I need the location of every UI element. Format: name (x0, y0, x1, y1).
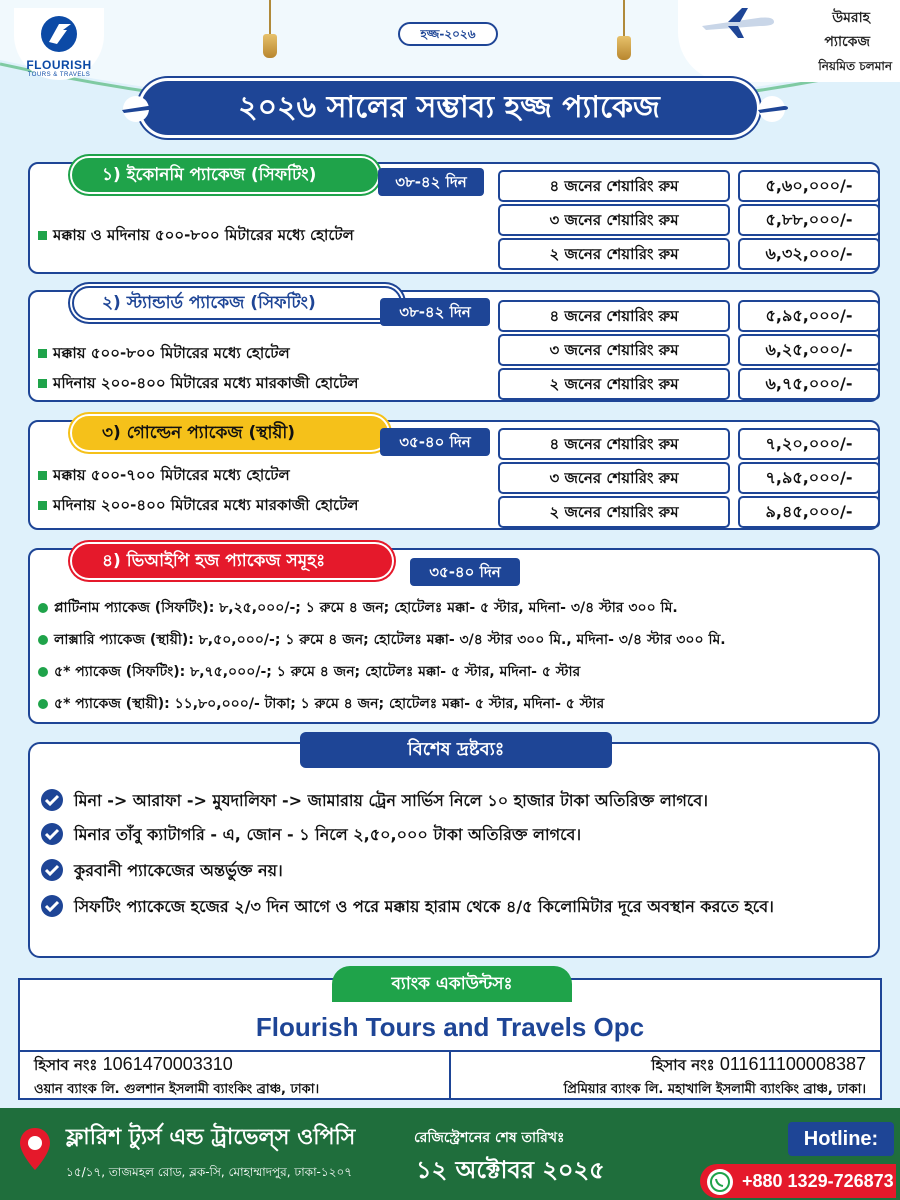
package-title: ১) ইকোনমি প্যাকেজ (সিফটিং) (72, 158, 378, 192)
package-duration: ৩৮-৪২ দিন (378, 168, 484, 196)
room-price: ৬,২৫,০০০/- (738, 334, 880, 366)
vip-package-line: ৫* প্যাকেজ (স্থায়ী): ১১,৮০,০০০/- টাকা; ১ রুমে ৪ জন; হোটেলঃ মক্কা- ৫ স্টার, মদিনা- ৫ স্টার (38, 692, 604, 716)
company-address: ১৫/১৭, তাজমহল রোড, ব্লক-সি, মোহাম্মাদপুর, ঢাকা-১২০৭ (66, 1165, 353, 1179)
page-title: ২০২৬ সালের সম্ভাব্য হজ্জ প্যাকেজ (138, 78, 760, 138)
package-feature: মক্কায় ও মদিনায় ৫০০-৮০০ মিটারের মধ্যে হোটেল (38, 224, 354, 249)
bank-title: ব্যাংক একাউন্টসঃ (332, 966, 572, 1002)
bank-accounts (18, 974, 882, 1100)
divider (449, 1050, 451, 1100)
room-price-row (498, 170, 880, 202)
package-feature: মক্কায় ৫০০-৮০০ মিটারের মধ্যে হোটেল (38, 342, 290, 367)
notes-title: বিশেষ দ্রষ্টব্যঃ (300, 732, 612, 768)
room-price: ৬,৩২,০০০/- (738, 238, 880, 270)
umrah-line-2: প্যাকেজ (824, 34, 870, 50)
brand-subtitle: TOURS & TRAVELS (27, 72, 91, 78)
package-feature: মদিনায় ২০০-৪০০ মিটারের মধ্যে মারকাজী হোটেল (38, 372, 358, 397)
account-number-right: হিসাব নংঃ 011611100008387 (651, 1054, 866, 1074)
room-price-row (498, 496, 880, 528)
room-type: ২ জনের শেয়ারিং রুম (498, 238, 730, 270)
room-type: ২ জনের শেয়ারিং রুম (498, 496, 730, 528)
brand-name: FLOURISH (26, 58, 92, 72)
room-type: ৪ জনের শেয়ারিং রুম (498, 170, 730, 202)
registration-label: রেজিস্ট্রেশনের শেষ তারিখঃ (414, 1130, 565, 1146)
airplane-icon (116, 96, 156, 122)
room-type: ৩ জনের শেয়ারিং রুম (498, 334, 730, 366)
room-price: ৫,৮৮,০০০/- (738, 204, 880, 236)
package-duration: ৩৫-৪০ দিন (380, 428, 490, 456)
vip-package-line: প্লাটিনাম প্যাকেজ (সিফটিং): ৮,২৫,০০০/-; ১ রুমে ৪ জন; হোটেলঃ মক্কা- ৫ স্টার, মদিনা- ৩/৪ স্টার ৩০০ মি. (38, 596, 678, 620)
airplane-icon (698, 6, 778, 40)
bank-branch-left: ওয়ান ব্যাংক লি. গুলশান ইসলামী ব্যাংকিং ব্রাঞ্চ, ঢাকা। (34, 1082, 320, 1097)
location-pin-icon (18, 1126, 52, 1172)
package-title: ৪) ভিআইপি হজ প্যাকেজ সমূহঃ (72, 544, 392, 578)
company-name: ফ্লারিশ ট্যুর্স এন্ড ট্রাভেল্স ওপিসি (66, 1125, 356, 1150)
package-feature: মদিনায় ২০০-৪০০ মিটারের মধ্যে মারকাজী হোটেল (38, 494, 358, 519)
room-type: ৩ জনের শেয়ারিং রুম (498, 462, 730, 494)
room-price-row (498, 204, 880, 236)
room-price: ৬,৭৫,০০০/- (738, 368, 880, 400)
room-price: ৫,৬০,০০০/- (738, 170, 880, 202)
room-price: ৭,২০,০০০/- (738, 428, 880, 460)
room-price-row (498, 428, 880, 460)
package-standard (28, 290, 880, 402)
note-item: মিনার তাঁবু ক্যাটাগরি - এ, জোন - ১ নিলে ২,৫০,০০০ টাকা অতিরিক্ত লাগবে। (40, 820, 870, 850)
check-circle-icon (40, 858, 64, 882)
note-item: কুরবানী প্যাকেজের অন্তর্ভুক্ত নয়। (40, 856, 870, 886)
package-title: ২) স্ট্যান্ডার্ড প্যাকেজ (সিফটিং) (72, 286, 402, 320)
package-vip (28, 548, 880, 724)
room-type: ৪ জনের শেয়ারিং রুম (498, 428, 730, 460)
whatsapp-icon (706, 1168, 734, 1196)
package-golden (28, 420, 880, 530)
umrah-badge (678, 0, 900, 82)
brand-logo (14, 8, 104, 80)
room-price: ৫,৯৫,০০০/- (738, 300, 880, 332)
room-price-row (498, 368, 880, 400)
note-item: মিনা -> আরাফা -> মুযদালিফা -> জামারায় ট্রেন সার্ভিস নিলে ১০ হাজার টাকা অতিরিক্ত লাগবে। (40, 786, 870, 816)
package-title: ৩) গোল্ডেন প্যাকেজ (স্থায়ী) (72, 416, 388, 450)
hotline-label: Hotline: (788, 1122, 894, 1156)
registration-date: ১২ অক্টোবর ২০২৫ (416, 1156, 605, 1184)
room-price-row (498, 238, 880, 270)
vip-package-line: লাক্সারি প্যাকেজ (স্থায়ী): ৮,৫০,০০০/-; ১ রুমে ৪ জন; হোটেলঃ মক্কা- ৩/৪ স্টার ৩০০ মি., মদিনা- ৩/৪ স্টার ৩০০ মি. (38, 628, 726, 652)
package-duration: ৩৫-৪০ দিন (410, 558, 520, 586)
airplane-icon (752, 96, 792, 122)
lantern-icon (262, 0, 278, 58)
footer (0, 1108, 900, 1200)
special-notes (28, 739, 880, 958)
package-duration: ৩৮-৪২ দিন (380, 298, 490, 326)
lantern-icon (616, 0, 632, 60)
umrah-line-3: নিয়মিত চলমান (818, 59, 892, 73)
room-price-row (498, 300, 880, 332)
package-economy (28, 162, 880, 274)
vip-package-line: ৫* প্যাকেজ (সিফটিং): ৮,৭৫,০০০/-; ১ রুমে ৪ জন; হোটেলঃ মক্কা- ৫ স্টার, মদিনা- ৫ স্টার (38, 660, 580, 684)
note-item: সিফটিং প্যাকেজে হজের ২/৩ দিন আগে ও পরে মক্কায় হারাম থেকে ৪/৫ কিলোমিটার দূরে অবস্থান করতে হবে। (40, 892, 870, 922)
bank-branch-right: প্রিমিয়ার ব্যাংক লি. মহাখালি ইসলামী ব্যাংকিং ব্রাঞ্চ, ঢাকা। (563, 1082, 866, 1097)
room-type: ৩ জনের শেয়ারিং রুম (498, 204, 730, 236)
umrah-line-1: উমরাহ (832, 10, 870, 26)
room-type: ২ জনের শেয়ারিং রুম (498, 368, 730, 400)
package-feature: মক্কায় ৫০০-৭০০ মিটারের মধ্যে হোটেল (38, 464, 290, 489)
room-price: ৯,৪৫,০০০/- (738, 496, 880, 528)
year-tag: হজ্জ-২০২৬ (398, 22, 498, 46)
account-name: Flourish Tours and Travels Opc (255, 1012, 645, 1042)
hotline-number[interactable]: +880 1329-726873 (700, 1164, 896, 1198)
room-price-row (498, 334, 880, 366)
check-circle-icon (40, 822, 64, 846)
account-number-left: হিসাব নংঃ 1061470003310 (34, 1054, 233, 1074)
room-price-row (498, 462, 880, 494)
logo-mark-icon (37, 14, 81, 54)
room-price: ৭,৯৫,০০০/- (738, 462, 880, 494)
check-circle-icon (40, 788, 64, 812)
check-circle-icon (40, 894, 64, 918)
room-type: ৪ জনের শেয়ারিং রুম (498, 300, 730, 332)
